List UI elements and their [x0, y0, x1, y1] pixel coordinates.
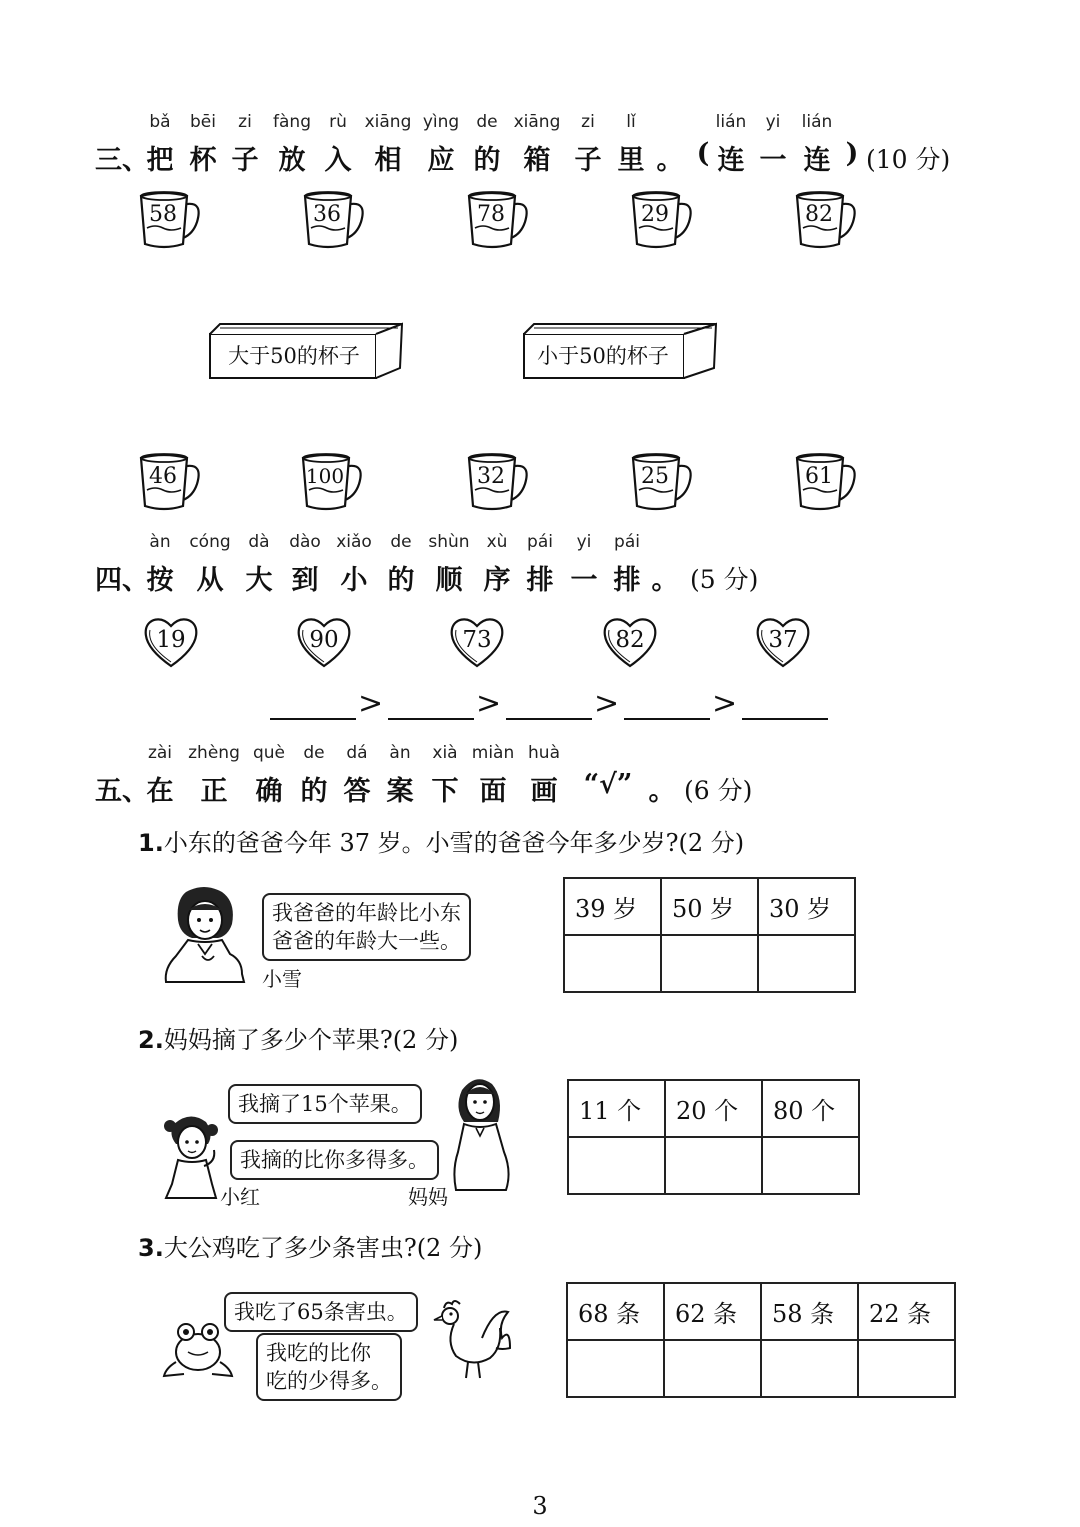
char: 把	[146, 145, 174, 176]
mother-illustration	[448, 1072, 514, 1196]
answer-cell[interactable]	[758, 935, 855, 992]
option-label: 62 条	[664, 1283, 761, 1340]
cup-number: 100	[305, 464, 345, 488]
char: 面	[479, 776, 507, 807]
char: 排	[526, 565, 554, 596]
pinyin: cóng	[189, 532, 231, 552]
option-label: 58 条	[761, 1283, 858, 1340]
char: 画	[530, 776, 558, 807]
bubble-line: 吃的少得多。	[266, 1369, 392, 1393]
cup-32[interactable]	[465, 452, 535, 514]
bubble-line: 我爸爸的年龄比小东	[272, 901, 461, 925]
heart-37	[755, 614, 811, 670]
bubble-line: 我吃的比你	[266, 1341, 371, 1365]
cup-25[interactable]	[629, 452, 699, 514]
question-text: 大公鸡吃了多少条害虫?(2 分)	[163, 1234, 483, 1262]
heart-number: 90	[309, 627, 339, 653]
score: (10 分)	[866, 145, 951, 174]
answer-table-q2	[567, 1079, 860, 1195]
box-label: 小于50的杯子	[537, 344, 669, 368]
section5-title	[0, 769, 1000, 807]
answer-table-q3	[566, 1282, 956, 1398]
cup-100[interactable]	[299, 452, 369, 514]
option-label: 50 岁	[661, 878, 758, 935]
pinyin: shùn	[428, 532, 470, 552]
cup-number: 29	[641, 202, 669, 227]
speech-bubble-xiaohong: 我摘了15个苹果。	[228, 1084, 422, 1124]
question-3	[138, 1228, 482, 1263]
char: 下	[431, 776, 459, 807]
pinyin: lǐ	[626, 112, 636, 132]
cup-58[interactable]	[137, 190, 207, 252]
score: (5 分)	[690, 565, 759, 594]
heart-19	[143, 614, 199, 670]
char: 。	[651, 565, 679, 596]
heart-number: 37	[768, 627, 798, 653]
pinyin: xiāng	[364, 112, 412, 132]
pinyin: bēi	[190, 112, 216, 132]
char: 放	[278, 145, 306, 176]
option-label: 68 条	[567, 1283, 664, 1340]
char: 的	[473, 145, 501, 176]
heart-73	[449, 614, 505, 670]
pinyin: què	[252, 743, 286, 763]
char: 一	[570, 565, 598, 596]
pinyin: yi	[576, 532, 592, 552]
pinyin: fàng	[273, 112, 311, 132]
section5-pinyin	[0, 743, 1000, 767]
cup-number: 61	[805, 464, 833, 489]
heart-82	[602, 614, 658, 670]
cup-78[interactable]	[465, 190, 535, 252]
heart-number: 82	[615, 627, 645, 653]
pinyin: dà	[248, 532, 270, 552]
pinyin: yìng	[422, 112, 460, 132]
char: 从	[196, 565, 224, 596]
answer-cell[interactable]	[661, 935, 758, 992]
speech-bubble-rooster	[256, 1333, 402, 1401]
heart-number: 19	[156, 627, 186, 653]
question-number: 3.	[138, 1234, 164, 1262]
option-label: 22 条	[858, 1283, 955, 1340]
answer-cell[interactable]	[567, 1340, 664, 1397]
answer-blank-5[interactable]	[742, 718, 828, 720]
question-number: 1.	[138, 829, 164, 857]
heart-90	[296, 614, 352, 670]
char: 案	[386, 776, 414, 807]
pinyin: de	[390, 532, 412, 552]
girl-xiaoxue-illustration	[158, 884, 250, 984]
section-number: 四、	[95, 565, 149, 596]
frog-illustration	[162, 1318, 234, 1378]
answer-blank-3[interactable]	[506, 718, 592, 720]
pinyin: bǎ	[149, 112, 171, 132]
cup-number: 36	[313, 202, 341, 227]
section3-heading	[0, 112, 1080, 176]
pinyin: àn	[389, 743, 411, 763]
pinyin: yi	[765, 112, 781, 132]
char: 一	[759, 145, 787, 176]
question-text: 妈妈摘了多少个苹果?(2 分)	[163, 1026, 459, 1054]
char: 的	[387, 565, 415, 596]
section4-pinyin	[0, 532, 1000, 556]
pinyin: xù	[486, 532, 508, 552]
cup-29[interactable]	[629, 190, 699, 252]
pinyin: dá	[346, 743, 368, 763]
girl-xiaohong-illustration	[160, 1110, 226, 1202]
section4-heading	[0, 532, 1080, 596]
char: 顺	[435, 565, 463, 596]
char: 里	[617, 145, 645, 176]
char: 箱	[523, 145, 551, 176]
speaker-name: 小雪	[262, 967, 302, 991]
char: 杯	[189, 145, 217, 176]
box-label: 大于50的杯子	[228, 344, 360, 368]
score: (6 分)	[684, 776, 753, 805]
section3-pinyin	[0, 112, 1000, 136]
speech-bubble-frog: 我吃了65条害虫。	[224, 1292, 418, 1332]
pinyin: de	[303, 743, 325, 763]
cup-61[interactable]	[793, 452, 863, 514]
char: 连	[803, 145, 831, 176]
speaker-name: 小红	[220, 1185, 260, 1209]
char: 子	[231, 145, 259, 176]
box-greater-than-50[interactable]	[208, 320, 403, 380]
cup-number: 58	[149, 202, 177, 227]
char: 入	[324, 145, 352, 176]
cup-number: 46	[149, 464, 177, 489]
speaker-name: 妈妈	[408, 1185, 448, 1209]
question-1	[138, 823, 744, 858]
section-number: 三、	[95, 145, 149, 176]
char: 应	[427, 145, 455, 176]
pinyin: de	[476, 112, 498, 132]
pinyin: xiāng	[513, 112, 561, 132]
cup-82[interactable]	[793, 190, 863, 252]
char: 小	[340, 565, 368, 596]
char: 子	[574, 145, 602, 176]
answer-table-q1	[563, 877, 856, 993]
char: 。	[656, 145, 684, 176]
pinyin: xiǎo	[336, 532, 372, 552]
question-2	[138, 1020, 458, 1055]
answer-blank-4[interactable]	[624, 718, 710, 720]
answer-blank-2[interactable]	[388, 718, 474, 720]
char: (	[696, 138, 710, 169]
answer-cell[interactable]	[761, 1340, 858, 1397]
section4-title	[0, 558, 1000, 596]
greater-than-sign: >	[476, 686, 502, 721]
char: 。	[648, 776, 676, 807]
cup-number: 78	[477, 202, 505, 227]
question-number: 2.	[138, 1026, 164, 1054]
pinyin: rù	[329, 112, 347, 132]
speech-bubble-xiaoxue	[262, 893, 471, 961]
pinyin: zi	[581, 112, 595, 132]
char: 序	[483, 565, 511, 596]
answer-blank-1[interactable]	[270, 718, 356, 720]
pinyin: zhèng	[188, 743, 240, 763]
char: 按	[146, 565, 174, 596]
option-label: 39 岁	[564, 878, 661, 935]
char: 到	[291, 565, 319, 596]
pinyin: àn	[149, 532, 171, 552]
pinyin: zài	[147, 743, 173, 763]
pinyin: lián	[801, 112, 833, 132]
box-less-than-50[interactable]	[522, 320, 717, 380]
option-label: 11 个	[568, 1080, 665, 1137]
section5-heading	[0, 743, 1080, 807]
rooster-illustration	[432, 1298, 512, 1382]
char: 的	[300, 776, 328, 807]
answer-cell[interactable]	[665, 1137, 762, 1194]
answer-cell[interactable]	[858, 1340, 955, 1397]
cup-number: 82	[805, 202, 833, 227]
char: 大	[245, 565, 273, 596]
char: )	[845, 138, 859, 169]
char: 相	[374, 145, 402, 176]
pinyin: miàn	[471, 743, 515, 763]
pinyin: zi	[238, 112, 252, 132]
char: 连	[717, 145, 745, 176]
option-label: 20 个	[665, 1080, 762, 1137]
option-label: 80 个	[762, 1080, 859, 1137]
answer-cell[interactable]	[664, 1340, 761, 1397]
char: 正	[200, 776, 228, 807]
answer-cell[interactable]	[762, 1137, 859, 1194]
page-number: 3	[532, 1492, 548, 1520]
cup-46[interactable]	[137, 452, 207, 514]
char: “√”	[583, 769, 633, 800]
answer-cell[interactable]	[568, 1137, 665, 1194]
section-number: 五、	[95, 776, 149, 807]
greater-than-sign: >	[594, 686, 620, 721]
cup-number: 25	[641, 464, 669, 489]
cup-36[interactable]	[301, 190, 371, 252]
heart-number: 73	[462, 627, 492, 653]
pinyin: pái	[527, 532, 553, 552]
option-label: 30 岁	[758, 878, 855, 935]
greater-than-sign: >	[712, 686, 738, 721]
cup-number: 32	[477, 464, 505, 489]
greater-than-sign: >	[358, 686, 384, 721]
pinyin: pái	[614, 532, 640, 552]
pinyin: lián	[715, 112, 747, 132]
question-text: 小东的爸爸今年 37 岁。小雪的爸爸今年多少岁?(2 分)	[163, 829, 745, 857]
char: 确	[255, 776, 283, 807]
answer-cell[interactable]	[564, 935, 661, 992]
section3-title	[0, 138, 1000, 176]
char: 答	[343, 776, 371, 807]
pinyin: dào	[289, 532, 321, 552]
pinyin: huà	[528, 743, 560, 763]
char: 在	[146, 776, 174, 807]
bubble-line: 爸爸的年龄大一些。	[272, 929, 461, 953]
char: 排	[613, 565, 641, 596]
speech-bubble-mama: 我摘的比你多得多。	[230, 1140, 439, 1180]
pinyin: xià	[432, 743, 458, 763]
